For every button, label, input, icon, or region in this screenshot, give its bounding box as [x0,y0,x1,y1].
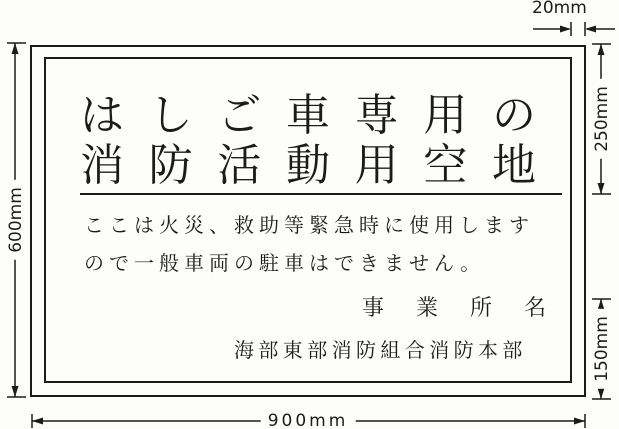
sign-body-line-2: ので一般車両の駐車はできません。 [84,253,486,275]
dimension-bottom-section-height [588,297,616,401]
dimension-title-section-height [588,42,616,196]
dimension-label-20mm: 20mm [532,0,587,18]
dimension-label-250mm: 250mm [593,79,611,159]
sign-title-line-1: はしご車専用の [80,91,536,140]
dimension-total-width [28,413,588,429]
business-name-label: 事 業 所 名 [362,295,546,320]
gap-arrows [531,21,617,37]
dimension-border-offset [531,1,617,37]
sign-body-line-1: ここは火災、救助等緊急時に使用します [84,215,534,237]
dimension-label-900mm: 900mm [261,412,356,429]
dimension-total-height [2,41,30,399]
sign-title-line-2: 消防活動用空地 [80,141,536,190]
dimension-label-150mm: 150mm [593,309,611,389]
dimension-label-600mm: 600mm [7,180,25,260]
title-separator-rule [80,193,562,195]
fire-department-name: 海部東部消防組合消防本部 [234,340,527,362]
